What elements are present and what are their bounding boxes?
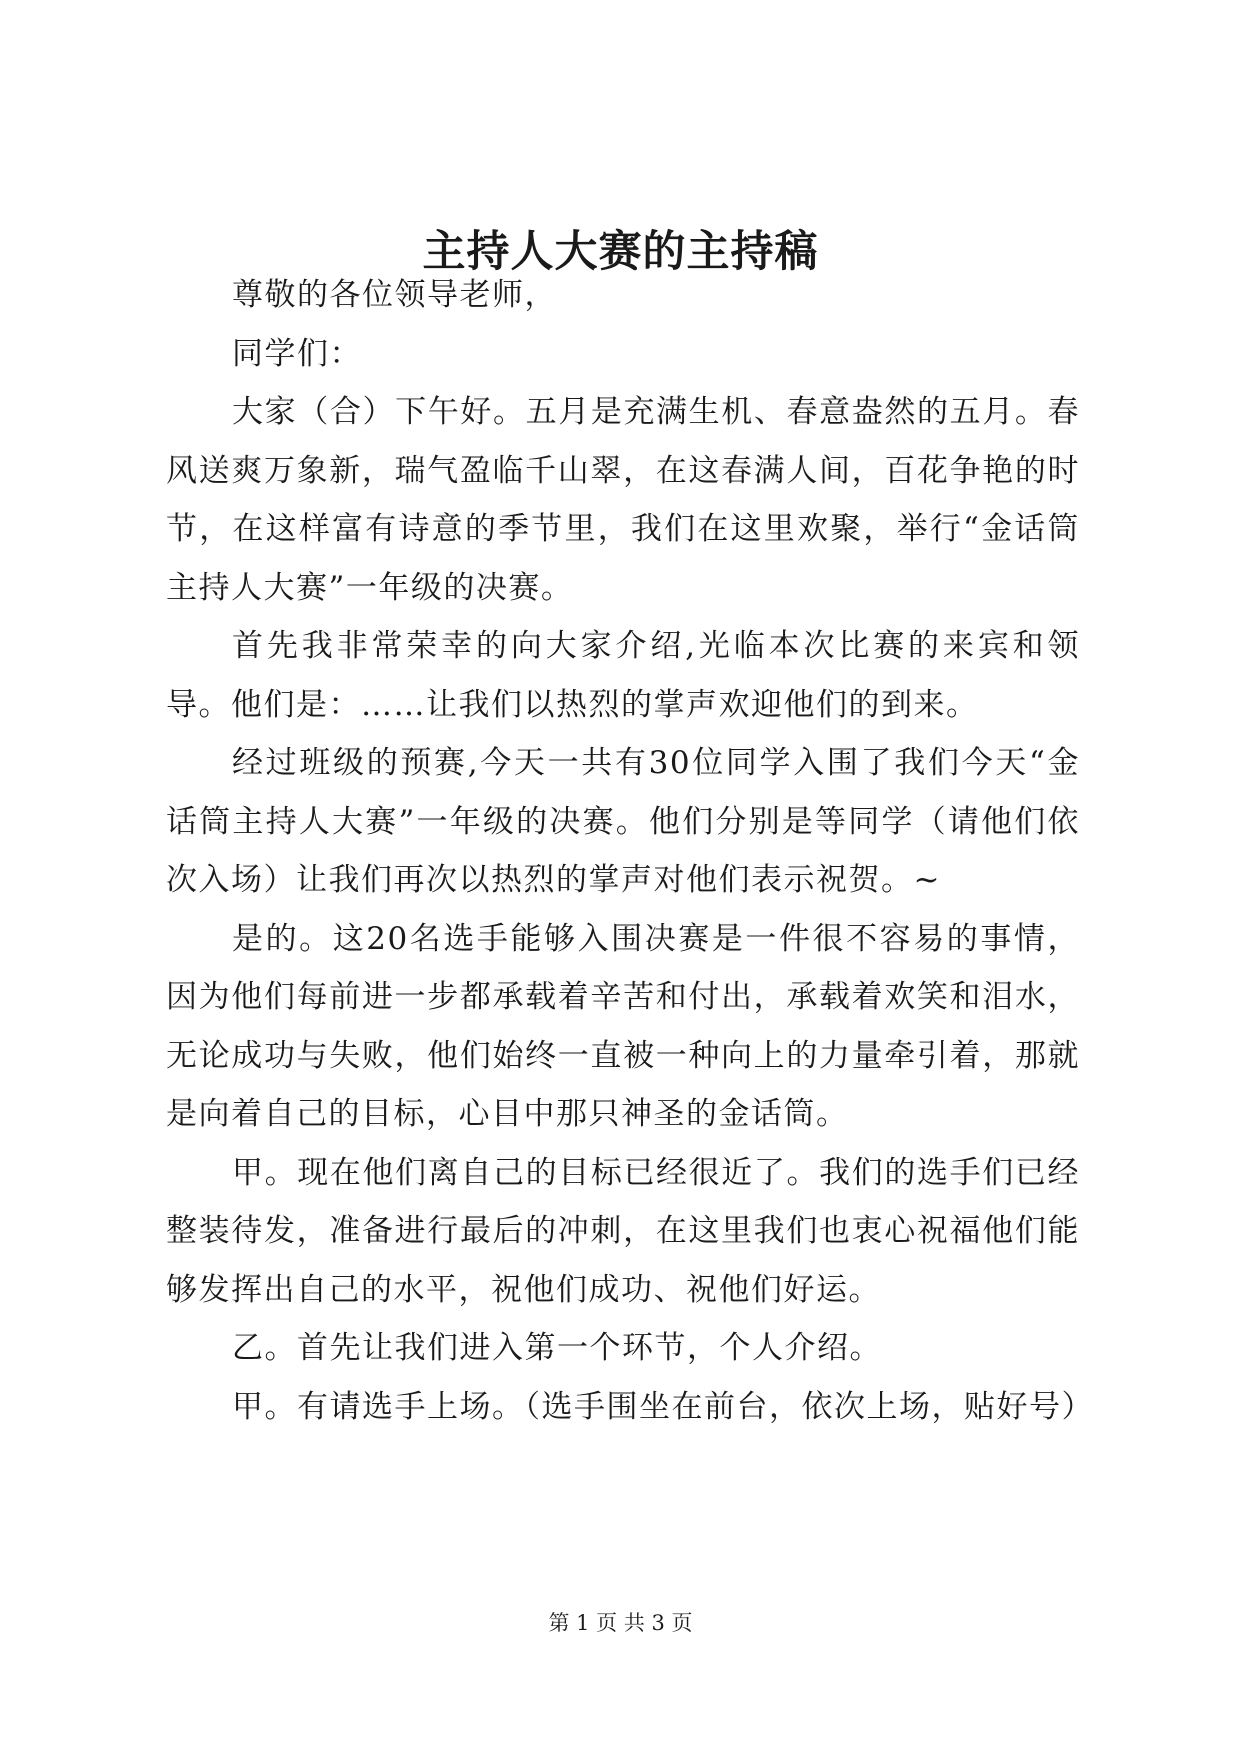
paragraph-contestants-enter: 甲。有请选手上场。（选手围坐在前台，依次上场，贴好号） xyxy=(232,1388,1094,1425)
paragraph-greeting: 尊敬的各位领导老师， xyxy=(232,277,557,313)
paragraph-students: 同学们： xyxy=(232,335,362,372)
paragraph-first-round: 乙。首先让我们进入第一个环节，个人介绍。 xyxy=(232,1330,882,1366)
document-title: 主持人大赛的主持稿 xyxy=(422,227,819,277)
paragraph-finalists: 经过班级的预赛,今天一共有30位同学入围了我们今天“金话筒主持人大赛”一年级的决赛。他们分别是等同学（请他们依次入场）让我们再次以热烈的掌声对他们表示祝贺。~ xyxy=(166,745,1080,898)
paragraph-guests: 首先我非常荣幸的向大家介绍,光临本次比赛的来宾和领导。他们是：……让我们以热烈的掌声欢迎他们的到来。 xyxy=(166,628,1080,723)
paragraph-effort: 是的。这20名选手能够入围决赛是一件很不容易的事情，因为他们每前进一步都承载着辛苦和付出，承载着欢笑和泪水，无论成功与失败，他们始终一直被一种向上的力量牵引着，那就是向着自己的目标，心目中那只神圣的金话筒。 xyxy=(166,920,1080,1132)
page-footer: 第 1 页 共 3 页 xyxy=(548,1611,693,1635)
paragraph-wishes: 甲。现在他们离自己的目标已经很近了。我们的选手们已经整装待发，准备进行最后的冲刺，在这里我们也衷心祝福他们能够发挥出自己的水平，祝他们成功、祝他们好运。 xyxy=(166,1154,1080,1308)
paragraph-opening: 大家（合）下午好。五月是充满生机、春意盎然的五月。春风送爽万象新，瑞气盈临千山翠，在这春满人间，百花争艳的时节，在这样富有诗意的季节里，我们在这里欢聚，举行“金话筒主持人大赛”一年级的决赛。 xyxy=(166,394,1080,606)
document-body xyxy=(166,266,1094,1436)
